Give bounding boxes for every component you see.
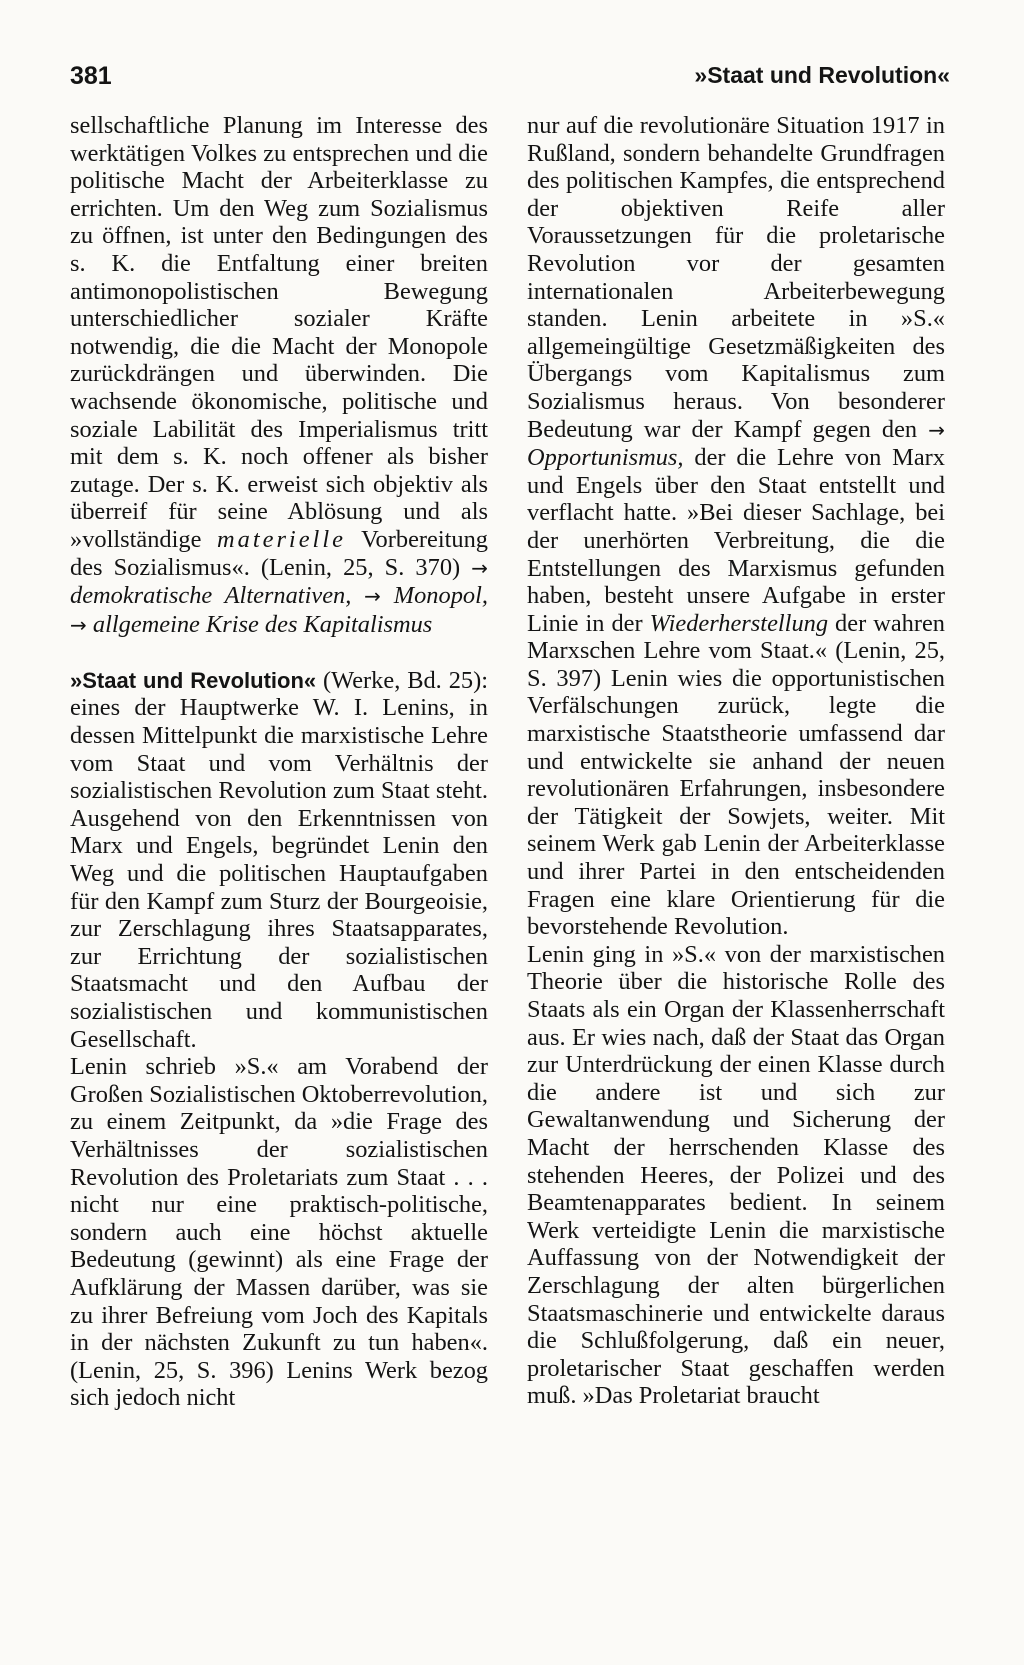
- body-paragraph: Lenin schrieb »S.« am Vorabend der Großen Sozialistischen Oktoberrevolution, zu einem Zeitpunkt, da »die Frage des Verhältnisses der sozialistischen Revolution des Proletariats zum Staat . . . nicht nur eine praktisch-politische, sondern auch eine höchst aktuelle Bedeutung (gewinnt) als eine Frage der Aufklärung der Massen darüber, was sie zu ihrer Befreiung vom Joch des Kapitals in der nächsten Zukunft zu tun haben«. (Lenin, 25, S. 396) Lenins Werk bezog sich jedoch nicht: [70, 1053, 488, 1412]
- cross-reference-arrow-icon: →: [364, 584, 381, 609]
- cross-reference-link[interactable]: Opportunismus,: [527, 444, 684, 472]
- italic-emphasis: Wiederherstellung: [649, 609, 829, 637]
- paragraph-text: Vorbereitung des Sozialismus«. (Lenin, 25, S. 370): [70, 525, 488, 581]
- right-column: [527, 112, 945, 1410]
- paragraph-text: sellschaftliche Planung im Interesse des werktätigen Volkes zu entsprechen und die politische Macht der Arbeiterklasse zu errichten. Um den Weg zum Sozialismus zu öffnen, ist unter den Bedingungen des s. K. die Entfaltung einer breiten antimonopolistischen Bewegung unterschiedlicher sozialer Kräfte notwendig, die die Macht der Monopole zurückdrängen und überwinden. Die wachsende ökonomische, politische und soziale Labilität des Imperialismus tritt mit dem s. K. noch offener als bisher zutage. Der s. K. erweist sich objektiv als überreif für seine Ablösung und als »vollständige: [70, 112, 488, 553]
- paragraph-text: der wahren Marxschen Lehre vom Staat.« (Lenin, 25, S. 397) Lenin wies die opportunistischen Verfälschungen zurück, legte die marxistische Staatstheorie umfassend dar und entwickelte sie anhand der neuen revolutionären Erfahrungen, insbesondere der Tätigkeit der Sowjets, weiter. Mit seinem Werk gab Lenin der Arbeiterklasse und ihrer Partei in den entscheidenden Fragen eine klare Orientierung für die bevorstehende Revolution.: [527, 609, 945, 941]
- body-paragraph: [527, 112, 945, 941]
- entry-paragraph: [70, 667, 488, 1053]
- cross-reference-link[interactable]: demokratische Alternativen,: [70, 582, 352, 610]
- paragraph-text: nur auf die revolutionäre Situation 1917 in Rußland, sondern behandelte Grundfragen des politischen Kampfes, die entsprechend der objektiven Reife aller Voraussetzungen für die proletarische Revolution vor der gesamten internationalen Arbeiterbewegung standen. Lenin arbeitete in »S.« allgemeingültige Gesetzmäßigkeiten des Übergangs vom Kapitalismus zum Sozialismus heraus. Von besonderer Bedeutung war der Kampf gegen den: [527, 112, 945, 443]
- page-number: 381: [70, 62, 112, 90]
- cross-reference-arrow-icon: →: [70, 612, 87, 637]
- paragraph-text: der die Lehre von Marx und Engels über den Staat entstellt und verflacht hatte. »Bei dieser Sachlage, bei der unerhörten Verbreitung, die die Entstellungen des Marxismus gefunden haben, besteht unsere Aufgabe in erster Linie in der: [527, 444, 945, 637]
- entry-headword: »Staat und Revolution«: [70, 667, 317, 693]
- cross-reference-arrow-icon: →: [928, 417, 945, 442]
- left-column: [70, 112, 488, 1412]
- cross-reference-link[interactable]: Monopol,: [393, 582, 488, 610]
- running-head: [70, 62, 950, 102]
- spaced-emphasis: materielle: [217, 525, 346, 553]
- running-title: »Staat und Revolution«: [694, 62, 950, 88]
- body-paragraph: Lenin ging in »S.« von der marxistischen Theorie über die historische Rolle des Staats als ein Organ der Klassenherrschaft aus. Er wies nach, daß der Staat das Organ zur Unterdrückung der einen Klasse durch die andere ist und sich zur Gewaltanwendung und Sicherung der Macht der herrschenden Klasse des stehenden Heeres, der Polizei und des Beamtenapparates bedient. In seinem Werk verteidigte Lenin die marxistische Auffassung von der Notwendigkeit der Zerschlagung der alten bürgerlichen Staatsmaschinerie und entwickelte daraus die Schlußfolgerung, daß ein neuer, proletarischer Staat geschaffen werden muß. »Das Proletariat braucht: [527, 940, 945, 1410]
- cross-reference-link[interactable]: allgemeine Krise des Kapitalismus: [92, 610, 433, 638]
- paragraph-text: (Werke, Bd. 25): eines der Hauptwerke W. I. Lenins, in dessen Mittelpunkt die marxistische Lehre vom Staat und vom Verhältnis der sozialistischen Revolution zum Staat steht. Ausgehend von den Erkenntnissen von Marx und Engels, begründet Lenin den Weg und die politischen Hauptaufgaben für den Kampf zum Sturz der Bourgeoisie, zur Zerschlagung ihres Staatsapparates, zur Errichtung der sozialistischen Staatsmacht und den Aufbau der sozialistischen und kommunistischen Gesellschaft.: [70, 666, 488, 1053]
- cross-reference-arrow-icon: →: [471, 555, 488, 580]
- continuation-paragraph: [70, 112, 488, 639]
